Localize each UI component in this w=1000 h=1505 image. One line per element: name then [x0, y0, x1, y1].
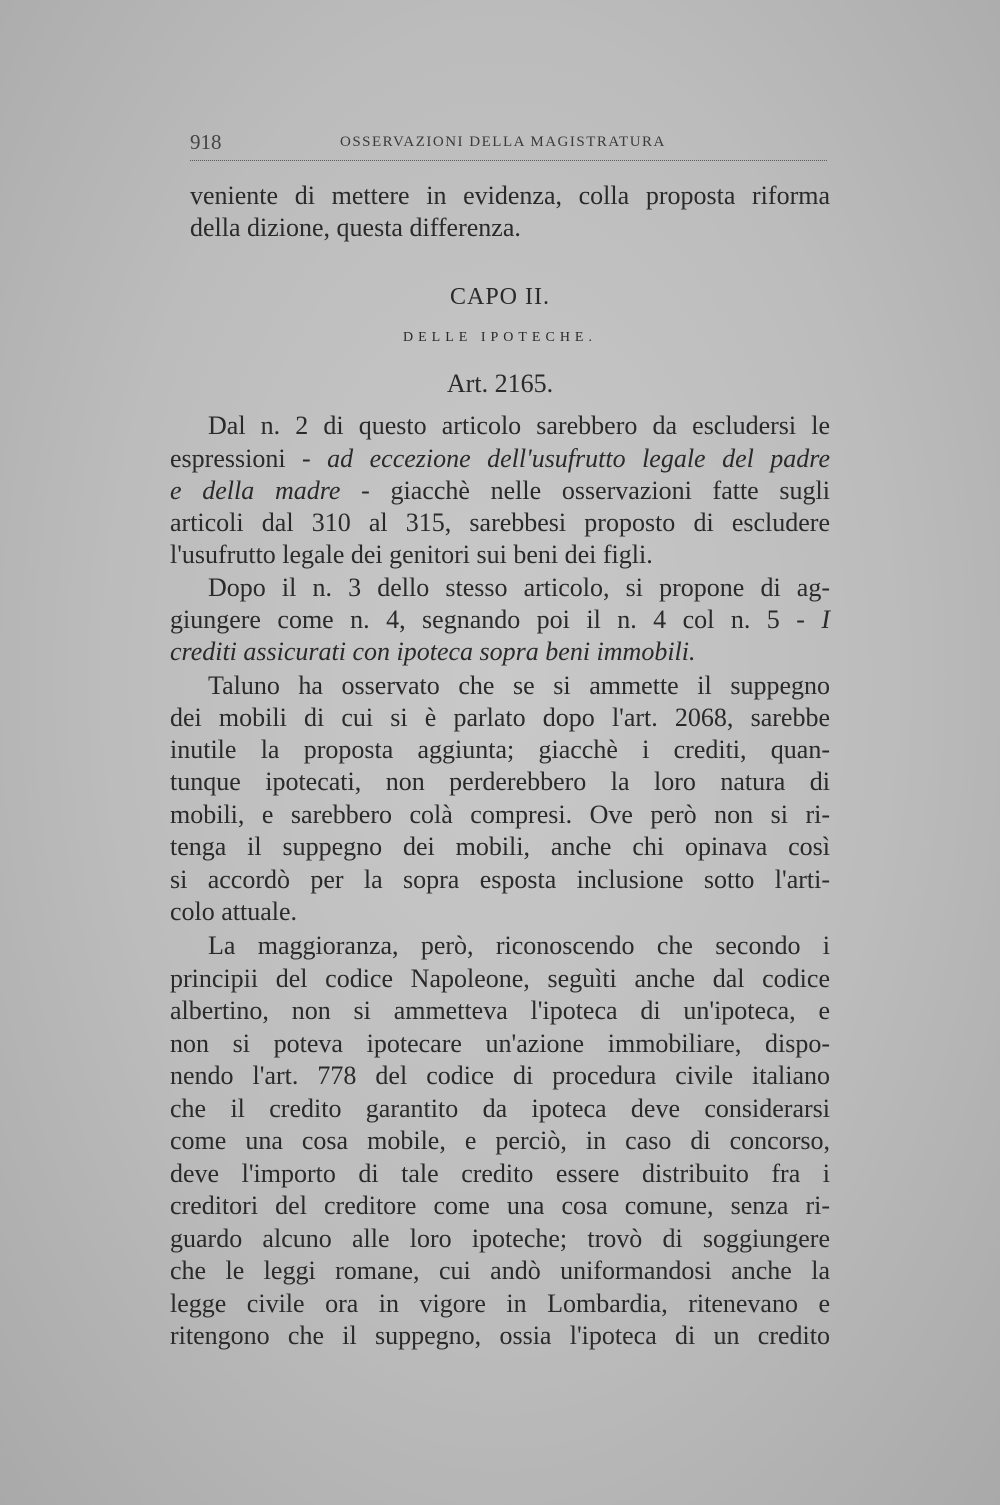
text-line: l'usufrutto legale dei genitori sui beni dei figli.: [170, 540, 653, 569]
text-line: creditori del creditore come una cosa comune, senza ri-: [170, 1191, 830, 1220]
text-line: che le leggi romane, cui andò uniformandosi anche la: [170, 1256, 830, 1285]
text-line: nendo l'art. 778 del codice di procedura civile italiano: [170, 1061, 830, 1090]
chapter-title: CAPO II.: [449, 284, 550, 310]
text-line: della dizione, questa differenza.: [190, 213, 521, 242]
text-line: albertino, non si ammetteva l'ipoteca di un'ipoteca, e: [170, 996, 830, 1025]
text-line: tenga il suppegno dei mobili, anche chi opinava così: [170, 832, 830, 861]
page-header: [190, 130, 827, 161]
text-line: veniente di mettere in evidenza, colla proposta riforma: [190, 181, 830, 210]
text-line: guardo alcuno alle loro ipoteche; trovò di soggiungere: [170, 1224, 830, 1253]
text-line: [170, 636, 830, 668]
text-line: La maggioranza, però, riconoscendo che secondo i: [208, 931, 830, 960]
text-line: che il credito garantito da ipoteca deve considerarsi: [170, 1094, 830, 1123]
article-title: Art. 2165.: [446, 369, 554, 398]
running-head: OSSERVAZIONI DELLA MAGISTRATURA: [340, 134, 666, 150]
text-line: espressioni - ad eccezione dell'usufrutto legale del padre: [170, 444, 831, 473]
text-line: e della madre - giacchè nelle osservazioni fatte sugli: [170, 476, 830, 505]
text-line: tunque ipotecati, non perderebbero la loro natura di: [170, 767, 830, 796]
page-number: 918: [190, 130, 222, 154]
text-line: si accordò per la sopra esposta inclusione sotto l'arti-: [170, 865, 830, 894]
text-line: inutile la proposta aggiunta; giacchè i crediti, quan-: [170, 735, 830, 764]
text-line: ritengono che il suppegno, ossia l'ipoteca di un credito: [170, 1321, 830, 1350]
chapter-subtitle: DELLE IPOTECHE.: [403, 330, 597, 345]
text-line: principii del codice Napoleone, seguìti anche dal codice: [170, 964, 830, 993]
italic-phrase: ad eccezione dell'usufrutto legale del padre: [327, 444, 831, 473]
text-line: mobili, e sarebbero colà compresi. Ove però non si ri-: [170, 800, 830, 829]
text-line: Taluno ha osservato che se si ammette il suppegno: [208, 671, 830, 700]
text-line: legge civile ora in vigore in Lombardia, ritenevano e: [170, 1289, 830, 1318]
text-line: non si poteva ipotecare un'azione immobiliare, dispo-: [170, 1029, 830, 1058]
italic-phrase: I: [821, 605, 830, 634]
text-line: colo attuale.: [170, 897, 298, 926]
italic-phrase: crediti assicurati con ipoteca sopra beni immobili.: [170, 637, 696, 666]
italic-phrase: e della madre: [170, 476, 341, 505]
text-line: articoli dal 310 al 315, sarebbesi proposto di escludere: [170, 508, 830, 537]
text-line: come una cosa mobile, e perciò, in caso di concorso,: [170, 1126, 830, 1155]
text-line: giungere come n. 4, segnando poi il n. 4 col n. 5 - I: [170, 605, 830, 634]
text-line: dei mobili di cui si è parlato dopo l'art. 2068, sarebbe: [170, 703, 830, 732]
text-line: Dopo il n. 3 dello stesso articolo, si propone di ag-: [208, 573, 830, 602]
text-line: deve l'importo di tale credito essere distribuito fra i: [170, 1159, 830, 1188]
text-line: Dal n. 2 di questo articolo sarebbero da escludersi le: [208, 411, 830, 440]
